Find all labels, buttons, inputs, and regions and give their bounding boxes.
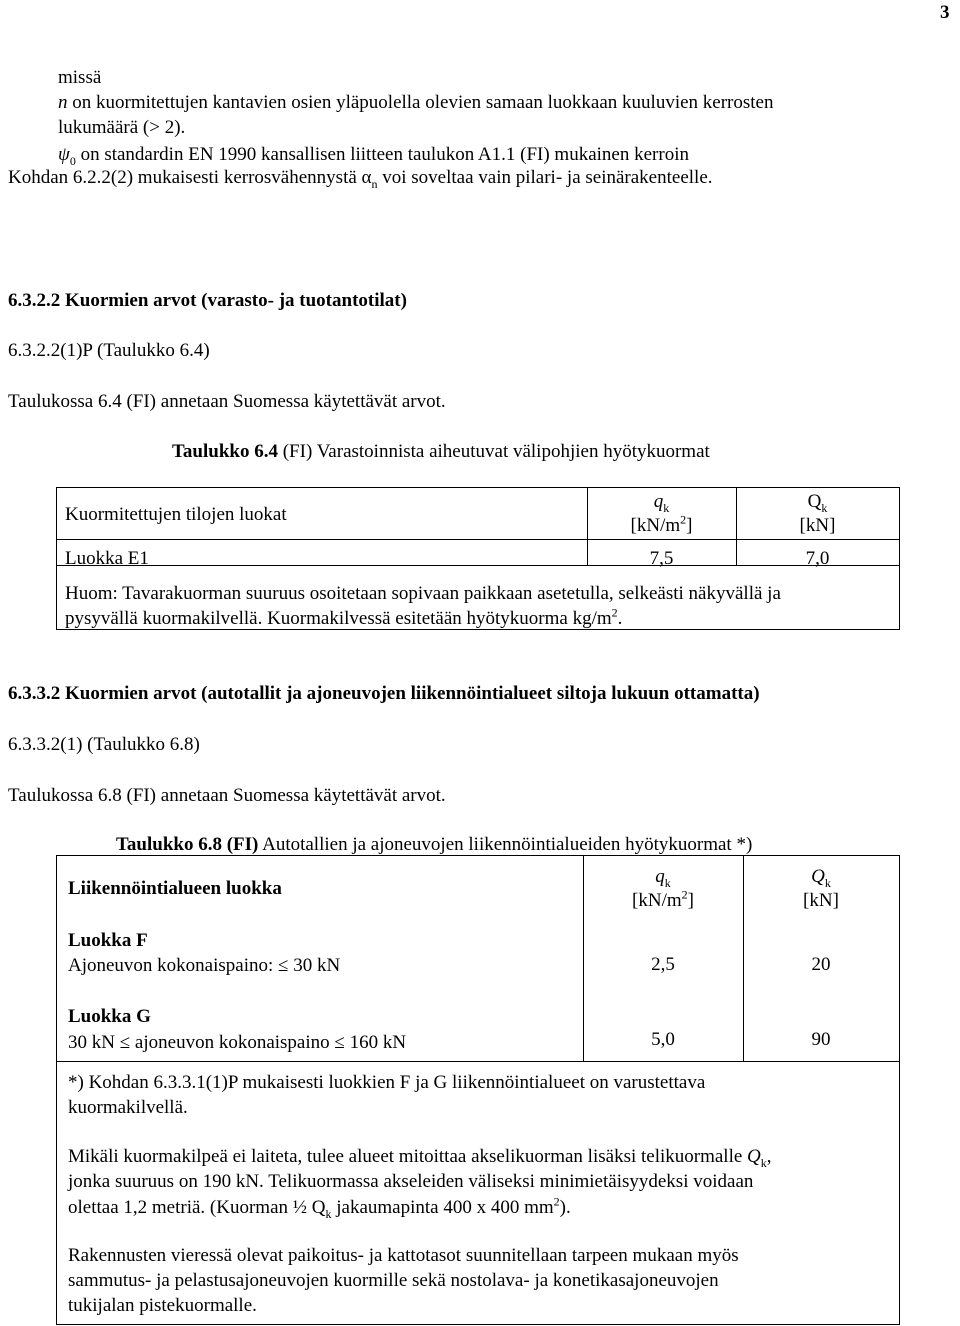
section-heading-6332: 6.3.3.2 Kuormien arvot (autotallit ja ajoneuvojen liikennöintialueet siltoja lukuun ottamatta) [8,683,760,704]
table-64-col1-header: Kuormitettujen tilojen luokat [65,504,287,525]
rowG-desc-b: ajoneuvon kokonaispaino [130,1032,335,1053]
table-64-qk-header [587,490,736,514]
table-68-notes-divider [57,1061,899,1062]
rowG-desc-c: 160 kN [344,1032,407,1053]
table-68-Qk-header [743,865,899,889]
table-68-note1-line1: *) Kohdan 6.3.3.1(1)P mukaisesti luokkien F ja G liikennöintialueet on varustettava [68,1072,706,1093]
table-64-row-label: Luokka E1 [65,548,149,569]
subsection-6322-1p: 6.3.2.2(1)P (Taulukko 6.4) [8,340,210,361]
note2-line1-pre: Mikäli kuormakilpeä ei laiteta, tulee alueet mitoittaa akselikuorman lisäksi telikuormalle [68,1146,748,1167]
note2-Q-symbol: Q [747,1146,761,1167]
table-68-rowG-title: Luokka G [68,1006,151,1027]
table-68-note2-line3 [68,1196,571,1220]
Qk-symbol: Q [811,866,825,887]
table-64-Qk-header [736,490,899,514]
table-68-caption [116,833,752,857]
Qk-subscript: k [821,500,828,515]
rowG-desc-a: 30 kN [68,1032,120,1053]
intro-line-2-text: on kuormitettujen kantavien osien yläpuolella olevien samaan luokkaan kuuluvien kerrosten [67,92,774,113]
intro-line-2 [58,91,773,115]
note2-line3-mid: jakaumapinta 400 x 400 mm [331,1197,554,1218]
intro-line-1: missä [58,67,102,88]
note2-line1-post: , [766,1146,772,1167]
table-68-rowG-qk: 5,0 [651,1029,675,1050]
taulukossa-64-text: Taulukossa 6.4 (FI) annetaan Suomessa käytettävät arvot. [8,391,446,412]
Qk-symbol: Q [807,491,822,512]
rowF-desc-pre: Ajoneuvon kokonaispaino: [68,955,279,976]
rowF-desc-post: 30 kN [288,955,341,976]
table-68-note2-line1 [68,1145,772,1169]
qk-symbol: q [655,866,665,887]
qk-subscript: k [664,875,671,890]
qk-unit-pre: [kN/m [632,890,682,911]
table-68-rowF-desc [68,954,340,978]
table-6-8 [56,855,900,1325]
note2-Q-subscript: k [760,1155,767,1170]
table-68-qk-header [583,865,743,889]
table-68-rowF-title: Luokka F [68,930,148,951]
table-64-row-qk: 7,5 [649,548,674,569]
note-line-2-pre: pysyvällä kuormakilvellä. Kuormakilvessä esitetään hyötykuorma kg/m [65,608,612,629]
table-64-caption-text: (FI) Varastoinnista aiheutuvat välipohjien hyötykuormat [277,441,710,462]
qk-symbol: q [653,491,664,512]
table-68-rowG-desc [68,1031,406,1055]
note-line-2-sup: 2 [611,605,618,620]
table-68-note3-line3: tukijalan pistekuormalle. [68,1295,257,1316]
qk-unit-pre: [kN/m [630,515,681,536]
table-68-note1-line2: kuormakilvellä. [68,1097,188,1118]
page-number: 3 [940,2,950,23]
qk-unit-post: ] [687,890,694,911]
table-64-qk-unit [587,514,736,538]
table-68-rowF-qk: 2,5 [651,954,675,975]
taulukossa-68-text: Taulukossa 6.8 (FI) annetaan Suomessa käytettävät arvot. [8,785,446,806]
less-equal-icon: ≤ [119,1032,131,1053]
note2-line3-sub: k [325,1206,332,1221]
table-68-note3-line2: sammutus- ja pelastusajoneuvojen kuormille sekä nostolava- ja konetikasajoneuvojen [68,1270,719,1291]
table-68-qk-unit [583,889,743,913]
intro-line-4 [58,143,689,167]
psi-symbol: ψ [58,144,70,165]
psi-subscript: 0 [69,153,76,168]
alpha-subscript: n [371,176,378,191]
table-68-Qk-unit: [kN] [803,890,839,911]
Qk-subscript: k [824,875,831,890]
table-68-caption-num: Taulukko 6.8 (FI) [116,834,259,855]
intro-line-3: lukumäärä (> 2). [58,117,186,138]
table-68-caption-text: Autotallien ja ajoneuvojen liikennöintialueiden hyötykuormat *) [258,834,753,855]
table-68-rowG-Qk: 90 [811,1029,831,1050]
kohdan-pre: Kohdan 6.2.2(2) mukaisesti kerrosvähennystä α [8,167,372,188]
qk-subscript: k [663,500,670,515]
note2-line3-sup: 2 [553,1194,560,1209]
table-68-rowF-Qk: 20 [811,954,831,975]
table-6-4 [56,487,900,630]
table-64-Qk-unit: [kN] [799,515,836,536]
kohdan-paragraph [8,166,713,190]
table-68-note2-line2: jonka suuruus on 190 kN. Telikuormassa akseleiden väliseksi minimietäisyydeksi voidaan [68,1171,754,1192]
table-68-note3-line1: Rakennusten vieressä olevat paikoitus- ja kattotasot suunnitellaan tarpeen mukaan myös [68,1245,739,1266]
n-variable: n [58,92,68,113]
note2-line3-pre: olettaa 1,2 metriä. (Kuorman ½ Q [68,1197,326,1218]
section-heading-6322: 6.3.2.2 Kuormien arvot (varasto- ja tuotantotilat) [8,290,407,311]
table-64-caption [172,440,710,464]
table-64-note-line-1: Huom: Tavarakuorman suuruus osoitetaan sopivaan paikkaan asetetulla, selkeästi näkyvällä ja [65,583,781,604]
table-64-row-Qk: 7,0 [805,548,830,569]
intro-line-4-text: on standardin EN 1990 kansallisen liitteen taulukon A1.1 (FI) mukainen kerroin [75,144,689,165]
note2-line3-post: ). [559,1197,571,1218]
less-equal-icon: ≤ [334,1032,345,1053]
less-equal-icon: ≤ [278,955,289,976]
table-64-caption-num: Taulukko 6. [172,441,269,462]
table-64-note-line-2 [65,607,622,631]
table-68-col1-header: Liikennöintialueen luokka [68,878,282,899]
qk-unit-sup: 2 [680,512,687,527]
subsection-6332-1: 6.3.3.2(1) (Taulukko 6.8) [8,734,200,755]
table-64-caption-num2: 4 [268,441,278,462]
note-line-2-post: . [617,608,623,629]
qk-unit-sup: 2 [681,887,688,902]
kohdan-post: voi soveltaa vain pilari- ja seinärakenteelle. [377,167,713,188]
qk-unit-post: ] [686,515,693,536]
